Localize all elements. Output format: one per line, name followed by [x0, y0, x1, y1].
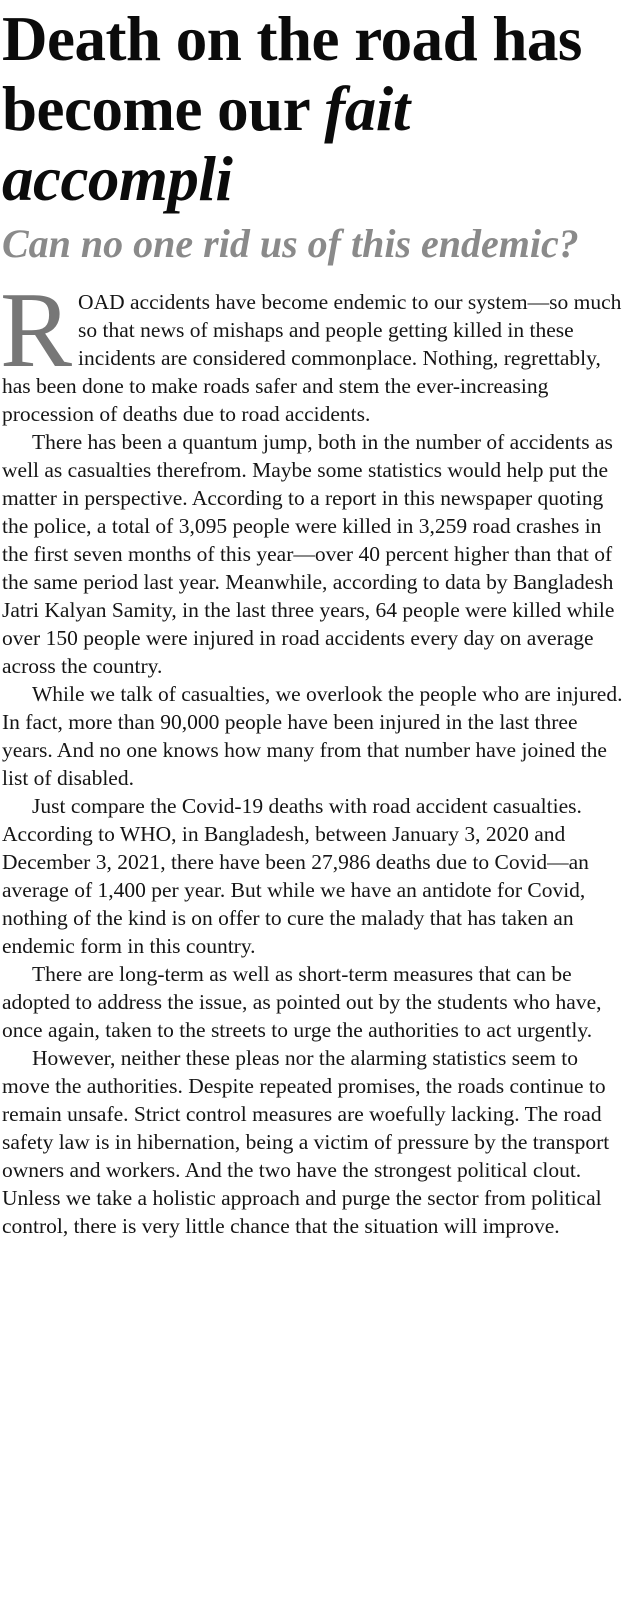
headline	[2, 4, 626, 214]
subheadline: Can no one rid us of this endemic?	[2, 221, 579, 266]
paragraph-5: There are long-term as well as short-term measures that can be adopted to address the issue, as pointed out by the students who have, once again, taken to the streets to urge the authorities to act urgently.	[2, 962, 602, 1042]
paragraph-1-text: OAD accidents have become endemic to our system—so much so that news of mishaps and people getting killed in these incidents are considered commonplace. Nothing, regrettably, has been done to make roads safer and stem the ever-increasing procession of deaths due to road accidents.	[2, 290, 622, 426]
paragraph-4: Just compare the Covid-19 deaths with road accident casualties. According to WHO, in Bangladesh, between January 3, 2020 and December 3, 2021, there have been 27,986 deaths due to Covid—an average of 1,400 per year. But while we have an antidote for Covid, nothing of the kind is on offer to cure the malady that has taken an endemic form in this country.	[2, 794, 589, 958]
article	[2, 0, 626, 1240]
headline-italic-text: fait accompli	[2, 74, 410, 214]
headline-text: Death on the road has become our	[2, 4, 582, 144]
paragraph-3: While we talk of casualties, we overlook the people who are injured. In fact, more than 90,000 people have been injured in the last three years. And no one knows how many from that number have joined the list of disabled.	[2, 682, 623, 790]
paragraph-2: There has been a quantum jump, both in the number of accidents as well as casualties therefrom. Maybe some statistics would help put the matter in perspective. According to a report in this newspaper quoting the police, a total of 3,095 people were killed in 3,259 road crashes in the first seven months of this year—over 40 percent higher than that of the same period last year. Meanwhile, according to data by Bangladesh Jatri Kalyan Samity, in the last three years, 64 people were killed while over 150 people were injured in road accidents every day on average across the country.	[2, 430, 615, 678]
paragraph-1	[0, 271, 626, 428]
article-body	[0, 271, 626, 1240]
paragraph-6: However, neither these pleas nor the alarming statistics seem to move the authorities. Despite repeated promises, the roads continue to remain unsafe. Strict control measures are woefully lacking. The road safety law is in hibernation, being a victim of pressure by the transport owners and workers. And the two have the strongest political clout. Unless we take a holistic approach and purge the sector from political control, there is very little chance that the situation will improve.	[2, 1046, 610, 1238]
drop-cap: R	[0, 271, 73, 390]
